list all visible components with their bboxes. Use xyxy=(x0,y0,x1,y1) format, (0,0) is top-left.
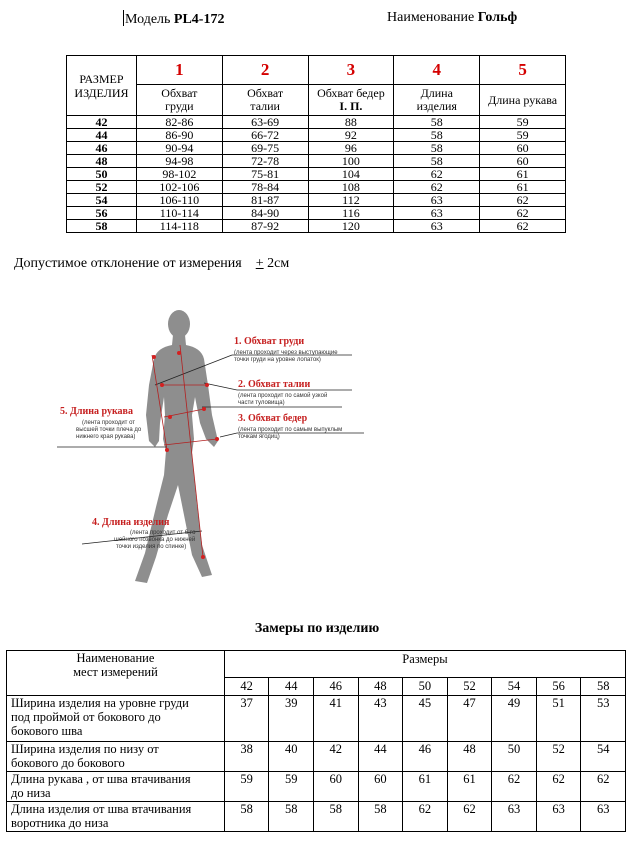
measurement-value: 49 xyxy=(492,696,537,742)
measurement-row xyxy=(7,772,626,802)
size-cell: 42 xyxy=(67,116,137,129)
size-column-header: 58 xyxy=(581,678,626,696)
size-cell: 56 xyxy=(67,207,137,220)
svg-text:(лента проходит по самой узкой: (лента проходит по самой узкой xyxy=(238,393,328,399)
svg-text:части туловища): части туловища) xyxy=(238,400,285,406)
size-cell: 54 xyxy=(67,194,137,207)
svg-text:нижнего края рукава): нижнего края рукава) xyxy=(76,434,136,440)
hips-cell: 108 xyxy=(308,181,394,194)
sleeve-cell: 61 xyxy=(480,181,566,194)
size-row xyxy=(67,181,566,194)
measurement-row xyxy=(7,696,626,742)
column-number-1: 1 xyxy=(136,56,222,85)
hips-cell: 120 xyxy=(308,220,394,233)
size-column-header: 52 xyxy=(447,678,492,696)
waist-label xyxy=(238,379,327,406)
measurement-value: 60 xyxy=(314,772,359,802)
column-number-2: 2 xyxy=(222,56,308,85)
length-cell: 63 xyxy=(394,194,480,207)
measurement-row xyxy=(7,742,626,772)
length-label xyxy=(92,517,196,550)
hips-cell: 116 xyxy=(308,207,394,220)
measurement-value: 44 xyxy=(358,742,403,772)
size-column-header: 54 xyxy=(492,678,537,696)
measurement-value: 38 xyxy=(224,742,269,772)
measurement-value: 63 xyxy=(581,802,626,832)
hips-cell: 92 xyxy=(308,129,394,142)
size-row xyxy=(67,155,566,168)
hips-cell: 104 xyxy=(308,168,394,181)
column-header-length: Длина изделия xyxy=(394,85,480,116)
measurement-value: 63 xyxy=(492,802,537,832)
measurement-name: Длина изделия от шва втачивания воротника до низа xyxy=(7,802,225,832)
measurement-value: 43 xyxy=(358,696,403,742)
measurement-value: 45 xyxy=(403,696,448,742)
waist-cell: 66-72 xyxy=(222,129,308,142)
svg-text:(лента проходит от 6-го: (лента проходит от 6-го xyxy=(130,530,196,536)
size-column-header: 50 xyxy=(403,678,448,696)
length-cell: 63 xyxy=(394,207,480,220)
size-row xyxy=(67,207,566,220)
column-number-3: 3 xyxy=(308,56,394,85)
measurement-value: 39 xyxy=(269,696,314,742)
length-cell: 58 xyxy=(394,142,480,155)
sleeve-cell: 59 xyxy=(480,116,566,129)
svg-text:4. Длина изделия: 4. Длина изделия xyxy=(92,517,170,528)
svg-text:(лента проходит через выступаю: (лента проходит через выступающие xyxy=(234,350,338,356)
column-header-sleeve: Длина рукава xyxy=(480,85,566,116)
hips-cell: 112 xyxy=(308,194,394,207)
size-row xyxy=(67,116,566,129)
chest-cell: 106-110 xyxy=(136,194,222,207)
chest-cell: 82-86 xyxy=(136,116,222,129)
length-cell: 63 xyxy=(394,220,480,233)
measurement-value: 59 xyxy=(269,772,314,802)
measurement-value: 61 xyxy=(447,772,492,802)
svg-text:высшей точки плеча до: высшей точки плеча до xyxy=(76,427,142,433)
size-row xyxy=(67,168,566,181)
measurement-name: Ширина изделия по низу от бокового до бокового xyxy=(7,742,225,772)
sleeve-cell: 60 xyxy=(480,142,566,155)
plus-minus-sign: + xyxy=(255,256,264,271)
size-cell: 50 xyxy=(67,168,137,181)
sleeve-cell: 62 xyxy=(480,194,566,207)
text-cursor xyxy=(123,10,124,26)
hips-cell: 96 xyxy=(308,142,394,155)
hips-cell: 100 xyxy=(308,155,394,168)
length-cell: 62 xyxy=(394,168,480,181)
column-number-5: 5 xyxy=(480,56,566,85)
measurement-value: 53 xyxy=(581,696,626,742)
measurement-value: 48 xyxy=(447,742,492,772)
hips-label xyxy=(238,413,342,440)
sleeve-cell: 61 xyxy=(480,168,566,181)
chest-cell: 86-90 xyxy=(136,129,222,142)
model-header xyxy=(123,10,224,28)
chest-cell: 90-94 xyxy=(136,142,222,155)
size-row xyxy=(67,142,566,155)
size-column-header: 48 xyxy=(358,678,403,696)
length-cell: 62 xyxy=(394,181,480,194)
measurement-row xyxy=(7,802,626,832)
measurement-value: 63 xyxy=(536,802,581,832)
size-cell: 46 xyxy=(67,142,137,155)
svg-text:точкам ягодиц): точкам ягодиц) xyxy=(238,434,280,440)
measurement-value: 46 xyxy=(403,742,448,772)
measurement-value: 62 xyxy=(536,772,581,802)
measurement-value: 62 xyxy=(403,802,448,832)
sleeve-label xyxy=(60,406,142,440)
measurements-title: Замеры по изделию xyxy=(254,621,380,636)
sleeve-cell: 59 xyxy=(480,129,566,142)
column-header-hips: Обхват бедер I. П. xyxy=(308,85,394,116)
measurement-value: 52 xyxy=(536,742,581,772)
waist-cell: 75-81 xyxy=(222,168,308,181)
chest-cell: 110-114 xyxy=(136,207,222,220)
size-cell: 48 xyxy=(67,155,137,168)
measurement-value: 50 xyxy=(492,742,537,772)
measurement-value: 40 xyxy=(269,742,314,772)
sleeve-cell: 62 xyxy=(480,207,566,220)
measurement-name: Ширина изделия на уровне груди под проймой от бокового до бокового шва xyxy=(7,696,225,742)
size-cell: 44 xyxy=(67,129,137,142)
column-header-chest: Обхват груди xyxy=(136,85,222,116)
measurements-table xyxy=(6,650,626,832)
chest-cell: 102-106 xyxy=(136,181,222,194)
svg-text:(лента проходит по самым выпук: (лента проходит по самым выпуклым xyxy=(238,427,343,433)
size-row xyxy=(67,220,566,233)
tolerance-value: 2см xyxy=(267,256,290,271)
tolerance-note xyxy=(14,256,289,272)
measurement-value: 41 xyxy=(314,696,359,742)
length-cell: 58 xyxy=(394,129,480,142)
chest-cell: 94-98 xyxy=(136,155,222,168)
chest-cell: 98-102 xyxy=(136,168,222,181)
svg-text:5. Длина рукава: 5. Длина рукава xyxy=(60,406,133,417)
svg-text:2. Обхват талии: 2. Обхват талии xyxy=(238,379,311,390)
measurement-value: 51 xyxy=(536,696,581,742)
size-column-header: 46 xyxy=(314,678,359,696)
waist-cell: 63-69 xyxy=(222,116,308,129)
size-row xyxy=(67,129,566,142)
sleeve-cell: 62 xyxy=(480,220,566,233)
waist-cell: 87-92 xyxy=(222,220,308,233)
length-cell: 58 xyxy=(394,116,480,129)
waist-cell: 81-87 xyxy=(222,194,308,207)
waist-cell: 69-75 xyxy=(222,142,308,155)
size-row xyxy=(67,194,566,207)
hips-leader-line xyxy=(220,433,237,437)
measurement-value: 58 xyxy=(224,802,269,832)
length-cell: 58 xyxy=(394,155,480,168)
measurement-value: 60 xyxy=(358,772,403,802)
tolerance-text: Допустимое отклонение от измерения xyxy=(14,256,242,271)
measurement-value: 42 xyxy=(314,742,359,772)
column-number-4: 4 xyxy=(394,56,480,85)
chest-cell: 114-118 xyxy=(136,220,222,233)
product-name-header xyxy=(387,10,517,26)
measurement-value: 54 xyxy=(581,742,626,772)
sleeve-cell: 60 xyxy=(480,155,566,168)
model-code: PL4-172 xyxy=(173,12,225,27)
sizes-header: Размеры xyxy=(224,651,625,678)
size-cell: 52 xyxy=(67,181,137,194)
waist-cell: 84-90 xyxy=(222,207,308,220)
measurement-name: Длина рукава , от шва втачивания до низа xyxy=(7,772,225,802)
measurement-value: 58 xyxy=(314,802,359,832)
svg-text:точки изделия по спинке): точки изделия по спинке) xyxy=(116,544,187,550)
size-column-header: 44 xyxy=(269,678,314,696)
svg-text:3. Обхват бедер: 3. Обхват бедер xyxy=(238,413,308,424)
size-column-header: 42 xyxy=(224,678,269,696)
measurement-value: 61 xyxy=(403,772,448,802)
waist-cell: 78-84 xyxy=(222,181,308,194)
measurement-figure xyxy=(52,305,382,590)
measurement-value: 62 xyxy=(492,772,537,802)
measurement-value: 37 xyxy=(224,696,269,742)
measurement-value: 58 xyxy=(269,802,314,832)
measurement-value: 59 xyxy=(224,772,269,802)
svg-text:1. Обхват груди: 1. Обхват груди xyxy=(234,336,305,347)
measurement-value: 47 xyxy=(447,696,492,742)
measurement-value: 62 xyxy=(447,802,492,832)
measurement-value: 62 xyxy=(581,772,626,802)
chest-label xyxy=(234,336,338,363)
size-header: РАЗМЕР ИЗДЕЛИЯ xyxy=(67,56,137,116)
model-label: Модель xyxy=(125,12,171,27)
product-name-value: Гольф xyxy=(477,10,518,25)
svg-text:точки груди на уровне лопаток): точки груди на уровне лопаток) xyxy=(234,357,321,363)
measurement-value: 58 xyxy=(358,802,403,832)
svg-text:(лента проходит от: (лента проходит от xyxy=(82,420,136,426)
svg-text:шейного позвонка до нижней: шейного позвонка до нижней xyxy=(114,537,196,543)
hips-cell: 88 xyxy=(308,116,394,129)
size-cell: 58 xyxy=(67,220,137,233)
column-header-waist: Обхват талии xyxy=(222,85,308,116)
size-table xyxy=(66,55,566,233)
waist-cell: 72-78 xyxy=(222,155,308,168)
product-name-label: Наименование xyxy=(387,10,475,25)
size-column-header: 56 xyxy=(536,678,581,696)
measurement-name-header: Наименование мест измерений xyxy=(7,651,225,696)
